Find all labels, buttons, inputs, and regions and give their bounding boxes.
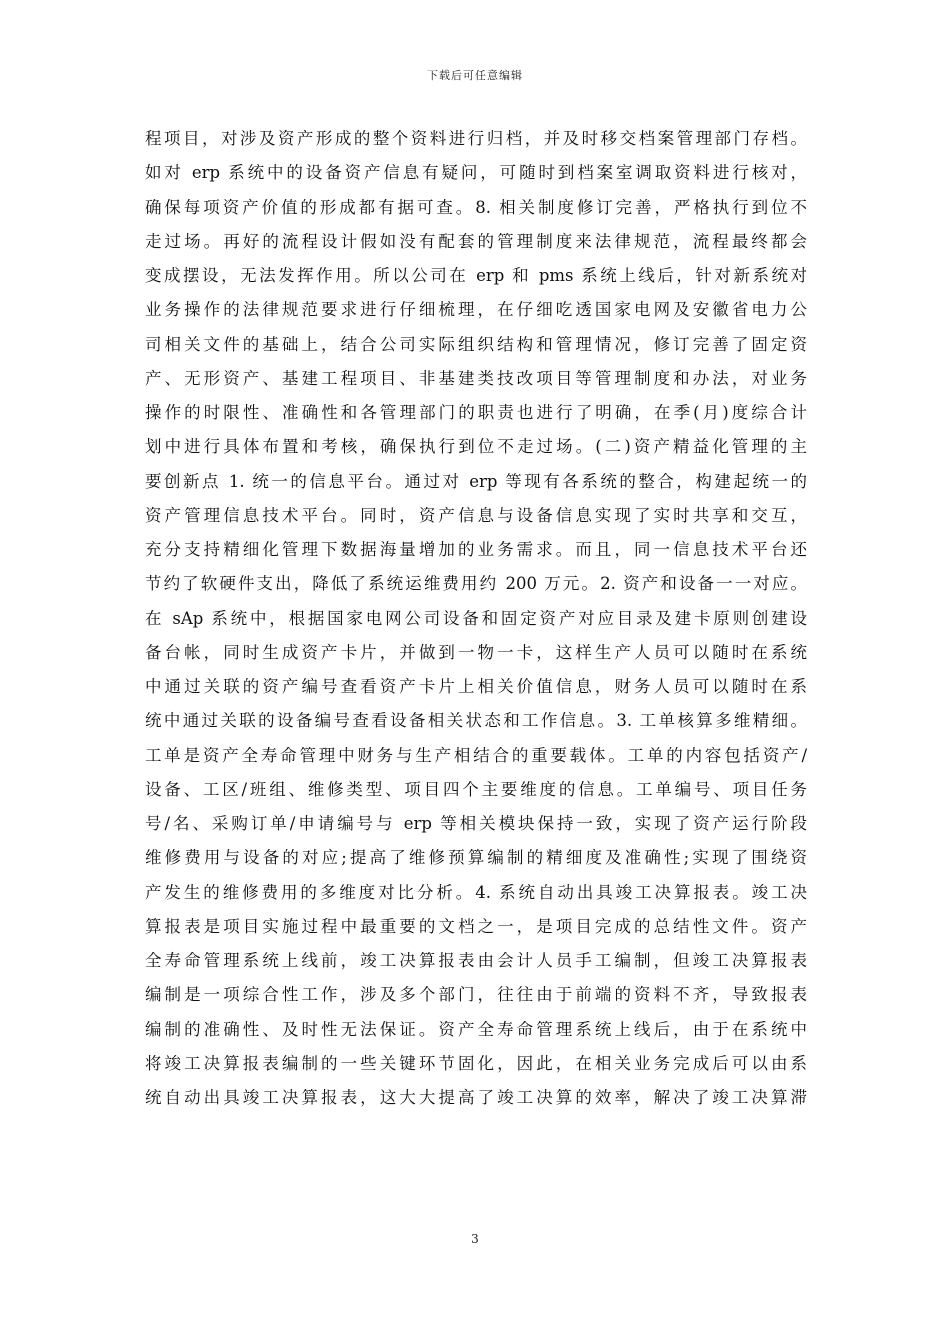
text-line: 操作的时限性、准确性和各管理部门的职责也进行了明确，在季(月)度综合计 — [145, 403, 807, 422]
page-number: 3 — [471, 1232, 479, 1246]
text-line: 全寿命管理系统上线前，竣工决算报表由会计人员手工编制，但竣工决算报表 — [145, 951, 807, 970]
text-line: 算报表是项目实施过程中最重要的文档之一，是项目完成的总结性文件。资产 — [145, 916, 807, 936]
text-line: 编制的准确性、及时性无法保证。资产全寿命管理系统上线后，由于在系统中 — [145, 1019, 807, 1039]
text-line: 确保每项资产价值的形成都有据可查。8. 相关制度修订完善，严格执行到位不 — [145, 197, 807, 217]
text-line: 统自动出具竣工决算报表，这大大提高了竣工决算的效率，解决了竣工决算滞 — [145, 1088, 807, 1107]
text-line: 如对 erp 系统中的设备资产信息有疑问，可随时到档案室调取资料进行核对， — [145, 163, 807, 183]
text-line: 设备、工区/班组、维修类型、项目四个主要维度的信息。工单编号、项目任务 — [145, 779, 807, 799]
text-line: 资产管理信息技术平台。同时，资产信息与设备信息实现了实时共享和交互， — [145, 505, 807, 525]
text-line: 产发生的维修费用的多维度对比分析。4. 系统自动出具竣工决算报表。竣工决 — [145, 882, 807, 902]
text-line: 号/名、采购订单/申请编号与 erp 等相关模块保持一致，实现了资产运行阶段 — [145, 814, 807, 833]
text-line: 业务操作的法律规范要求进行仔细梳理，在仔细吃透国家电网及安徽省电力公 — [145, 300, 807, 320]
text-line: 变成摆设，无法发挥作用。所以公司在 erp 和 pms 系统上线后，针对新系统对 — [145, 266, 807, 285]
text-line: 备台帐，同时生成资产卡片，并做到一物一卡，这样生产人员可以随时在系统 — [145, 642, 807, 662]
text-line: 将竣工决算报表编制的一些关键环节固化，因此，在相关业务完成后可以由系 — [145, 1053, 807, 1073]
text-line: 充分支持精细化管理下数据海量增加的业务需求。而且，同一信息技术平台还 — [145, 540, 807, 559]
text-line: 产、无形资产、基建工程项目、非基建类技改项目等管理制度和办法，对业务 — [145, 368, 807, 388]
text-line: 维修费用与设备的对应;提高了维修预算编制的精细度及准确性;实现了围绕资 — [145, 848, 807, 868]
text-line: 程项目，对涉及资产形成的整个资料进行归档，并及时移交档案管理部门存档。 — [145, 129, 807, 148]
text-line: 节约了软硬件支出，降低了系统运维费用约 200 万元。2. 资产和设备一一对应。 — [145, 574, 807, 594]
text-line: 要创新点 1. 统一的信息平台。通过对 erp 等现有各系统的整合，构建起统一的 — [145, 471, 807, 491]
text-line: 走过场。再好的流程设计假如没有配套的管理制度来法律规范，流程最终都会 — [145, 231, 807, 251]
body-text — [145, 122, 807, 1115]
text-line: 划中进行具体布置和考核，确保执行到位不走过场。(二)资产精益化管理的主 — [145, 437, 807, 457]
text-line: 司相关文件的基础上，结合公司实际组织结构和管理情况，修订完善了固定资 — [145, 334, 807, 354]
text-line: 工单是资产全寿命管理中财务与生产相结合的重要载体。工单的内容包括资产/ — [145, 745, 807, 765]
page-header: 下载后可任意编辑 — [427, 69, 523, 82]
text-line: 在 sAp 系统中，根据国家电网公司设备和固定资产对应目录及建卡原则创建设 — [145, 608, 807, 628]
text-line: 统中通过关联的设备编号查看设备相关状态和工作信息。3. 工单核算多维精细。 — [145, 711, 807, 731]
text-line: 中通过关联的资产编号查看资产卡片上相关价值信息，财务人员可以随时在系 — [145, 677, 807, 696]
text-line: 编制是一项综合性工作，涉及多个部门，往往由于前端的资料不齐，导致报表 — [145, 985, 807, 1005]
